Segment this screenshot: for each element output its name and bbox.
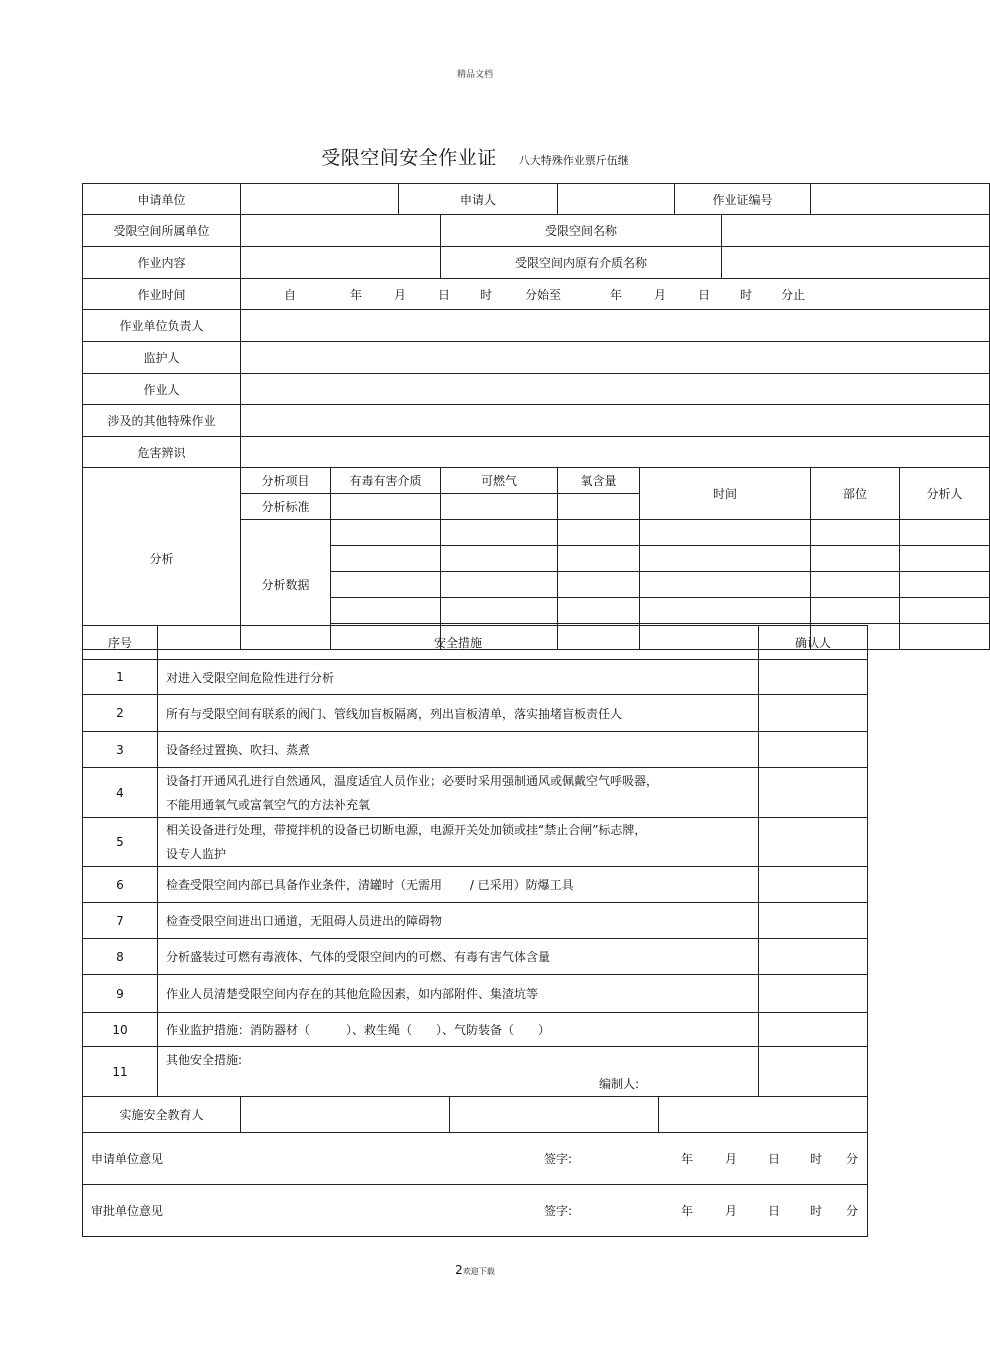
time-year-start: 年 bbox=[349, 287, 362, 302]
label-analysis-standard: 分析标准 bbox=[241, 494, 331, 520]
label-analyst: 分析人 bbox=[900, 468, 990, 520]
data-cell[interactable] bbox=[640, 546, 811, 572]
measure-no: 7 bbox=[83, 903, 158, 939]
label-analysis-location: 部位 bbox=[811, 468, 900, 520]
label-safety-educator: 实施安全教育人 bbox=[83, 1097, 241, 1133]
data-cell[interactable] bbox=[811, 572, 900, 598]
hour-label: 时 bbox=[810, 1204, 823, 1218]
day-label: 日 bbox=[768, 1152, 781, 1166]
confirm-field[interactable] bbox=[759, 660, 868, 695]
time-hour-start: 时 bbox=[479, 287, 492, 302]
applicant-field[interactable] bbox=[558, 184, 675, 215]
label-analysis-data: 分析数据 bbox=[241, 520, 331, 650]
supervisor-field[interactable] bbox=[241, 342, 990, 374]
data-cell[interactable] bbox=[331, 598, 441, 624]
label-work-content: 作业内容 bbox=[83, 247, 241, 279]
work-content-field[interactable] bbox=[241, 247, 441, 279]
hazard-identification-field[interactable] bbox=[241, 437, 990, 468]
standard-flammable-field[interactable] bbox=[441, 494, 558, 520]
data-cell[interactable] bbox=[900, 572, 990, 598]
applicant-unit-field[interactable] bbox=[241, 184, 399, 215]
measure-no: 2 bbox=[83, 695, 158, 732]
data-cell[interactable] bbox=[441, 546, 558, 572]
table-row bbox=[83, 768, 868, 818]
header-no: 序号 bbox=[83, 626, 158, 660]
other-measures-label: 其他安全措施: bbox=[166, 1053, 243, 1067]
other-special-work-field[interactable] bbox=[241, 405, 990, 437]
table-row bbox=[83, 939, 868, 975]
data-cell[interactable] bbox=[811, 598, 900, 624]
measure-text: 设备经过置换、吹扫、蒸煮 bbox=[158, 732, 759, 768]
opinion-table bbox=[82, 1132, 868, 1237]
label-analysis: 分析 bbox=[83, 468, 241, 650]
measure-line: 不能用通氧气或富氧空气的方法补充氧 bbox=[166, 797, 371, 812]
label-hazard-identification: 危害辨识 bbox=[83, 437, 241, 468]
label-original-medium: 受限空间内原有介质名称 bbox=[441, 247, 722, 279]
data-cell[interactable] bbox=[640, 520, 811, 546]
data-cell[interactable] bbox=[558, 598, 640, 624]
confirm-field[interactable] bbox=[759, 732, 868, 768]
measure-no: 4 bbox=[83, 768, 158, 818]
data-cell[interactable] bbox=[331, 546, 441, 572]
measure-no: 9 bbox=[83, 975, 158, 1013]
time-hour-end: 时 bbox=[739, 287, 752, 302]
measure-no: 6 bbox=[83, 867, 158, 903]
label-work-time: 作业时间 bbox=[83, 279, 241, 310]
title-block bbox=[0, 143, 950, 170]
measure-line: 相关设备进行处理，带搅拌机的设备已切断电源，电源开关处加锁或挂“禁止合闸”标志牌， bbox=[166, 823, 647, 837]
measure-text: 所有与受限空间有联系的阀门、管线加盲板隔离，列出盲板清单，落实抽堵盲板责任人 bbox=[158, 695, 759, 732]
confirm-field[interactable] bbox=[759, 975, 868, 1013]
safety-measures-table bbox=[82, 625, 868, 1097]
measure-text bbox=[158, 818, 759, 867]
page-subtitle: 八大特殊作业票斤伍继 bbox=[518, 154, 629, 167]
label-analysis-time: 时间 bbox=[640, 468, 811, 520]
table-row bbox=[83, 1047, 868, 1097]
unit-leader-field[interactable] bbox=[241, 310, 990, 342]
page-number: 2 bbox=[455, 1263, 463, 1277]
data-cell[interactable] bbox=[900, 598, 990, 624]
worker-field[interactable] bbox=[241, 374, 990, 405]
safety-educator-field[interactable] bbox=[450, 1097, 659, 1133]
data-cell[interactable] bbox=[640, 598, 811, 624]
label-applicant-opinion: 申请单位意见 bbox=[91, 1152, 164, 1166]
measure-no: 1 bbox=[83, 660, 158, 695]
time-minute-end: 分止 bbox=[780, 287, 805, 302]
work-time-field[interactable] bbox=[241, 279, 990, 310]
page-title: 受限空间安全作业证 bbox=[321, 147, 497, 169]
confirm-field[interactable] bbox=[759, 1013, 868, 1047]
data-cell[interactable] bbox=[441, 598, 558, 624]
label-space-owner-unit: 受限空间所属单位 bbox=[83, 215, 241, 247]
time-day-end: 日 bbox=[697, 287, 710, 302]
time-from: 自 bbox=[283, 287, 296, 302]
data-cell[interactable] bbox=[558, 546, 640, 572]
page-footer bbox=[0, 1259, 950, 1278]
measure-no: 5 bbox=[83, 818, 158, 867]
measure-text: 作业人员清楚受限空间内存在的其他危险因素，如内部附件、集渣坑等 bbox=[158, 975, 759, 1013]
space-owner-unit-field[interactable] bbox=[241, 215, 441, 247]
table-row bbox=[83, 732, 868, 768]
confirm-field[interactable] bbox=[759, 818, 868, 867]
time-year-end: 年 bbox=[609, 287, 622, 302]
label-flammable-gas: 可燃气 bbox=[441, 468, 558, 494]
table-row bbox=[83, 867, 868, 903]
measure-text[interactable] bbox=[158, 1047, 759, 1097]
time-minute-start: 分始至 bbox=[524, 287, 561, 302]
year-label: 年 bbox=[681, 1152, 694, 1166]
measure-line: 设备打开通风孔进行自然通风，温度适宜人员作业；必要时采用强制通风或佩戴空气呼吸器， bbox=[166, 773, 659, 788]
data-cell[interactable] bbox=[900, 520, 990, 546]
editor-label: 编制人: bbox=[599, 1077, 640, 1091]
minute-label: 分 bbox=[846, 1152, 859, 1166]
original-medium-field[interactable] bbox=[722, 247, 990, 279]
label-unit-leader: 作业单位负责人 bbox=[83, 310, 241, 342]
confirm-field[interactable] bbox=[759, 1047, 868, 1097]
minute-label: 分 bbox=[846, 1204, 859, 1218]
month-label: 月 bbox=[725, 1152, 738, 1166]
footer-text: 欢迎下载 bbox=[462, 1267, 495, 1276]
label-applicant-unit: 申请单位 bbox=[83, 184, 241, 215]
sign-label: 签字: bbox=[544, 1204, 573, 1218]
permit-no-field[interactable] bbox=[811, 184, 990, 215]
measure-line: 设专人监护 bbox=[166, 847, 227, 861]
data-cell[interactable] bbox=[441, 572, 558, 598]
measure-text: 对进入受限空间危险性进行分析 bbox=[158, 660, 759, 695]
confirm-field[interactable] bbox=[759, 695, 868, 732]
header-confirm: 确认人 bbox=[759, 626, 868, 660]
label-analysis-item: 分析项目 bbox=[241, 468, 331, 494]
label-toxic-medium: 有毒有害介质 bbox=[331, 468, 441, 494]
measure-text: 作业监护措施：消防器材（ ）、救生绳（ ）、气防装备（ ） bbox=[158, 1013, 759, 1047]
data-cell[interactable] bbox=[811, 520, 900, 546]
year-label: 年 bbox=[681, 1204, 694, 1218]
confirm-field[interactable] bbox=[759, 939, 868, 975]
month-label: 月 bbox=[725, 1204, 738, 1218]
space-name-field[interactable] bbox=[722, 215, 990, 247]
table-row bbox=[83, 1013, 868, 1047]
label-approver-opinion: 审批单位意见 bbox=[91, 1204, 164, 1218]
label-space-name: 受限空间名称 bbox=[441, 215, 722, 247]
time-day-start: 日 bbox=[437, 287, 450, 302]
measure-no: 8 bbox=[83, 939, 158, 975]
standard-oxygen-field[interactable] bbox=[558, 494, 640, 520]
safety-educator-field[interactable] bbox=[241, 1097, 450, 1133]
time-month-start: 月 bbox=[393, 287, 406, 302]
table-row bbox=[83, 975, 868, 1013]
label-worker: 作业人 bbox=[83, 374, 241, 405]
sign-label: 签字: bbox=[544, 1152, 573, 1166]
header-measure: 安全措施 bbox=[158, 626, 759, 660]
data-cell[interactable] bbox=[331, 572, 441, 598]
confirm-field[interactable] bbox=[759, 903, 868, 939]
label-permit-no: 作业证编号 bbox=[675, 184, 811, 215]
permit-info-table bbox=[82, 183, 990, 650]
table-row bbox=[83, 903, 868, 939]
confirm-field[interactable] bbox=[759, 867, 868, 903]
measure-text: 分析盛装过可燃有毒液体、气体的受限空间内的可燃、有毒有害气体含量 bbox=[158, 939, 759, 975]
data-cell[interactable] bbox=[558, 572, 640, 598]
table-row bbox=[83, 660, 868, 695]
label-supervisor: 监护人 bbox=[83, 342, 241, 374]
data-cell[interactable] bbox=[640, 572, 811, 598]
label-oxygen-content: 氧含量 bbox=[558, 468, 640, 494]
confirm-field[interactable] bbox=[759, 768, 868, 818]
data-cell[interactable] bbox=[900, 624, 990, 650]
label-applicant: 申请人 bbox=[399, 184, 558, 215]
applicant-opinion-row[interactable] bbox=[83, 1133, 868, 1185]
table-row bbox=[83, 695, 868, 732]
hour-label: 时 bbox=[810, 1152, 823, 1166]
measure-no: 3 bbox=[83, 732, 158, 768]
measure-text bbox=[158, 768, 759, 818]
data-cell[interactable] bbox=[558, 520, 640, 546]
label-other-special-work: 涉及的其他特殊作业 bbox=[83, 405, 241, 437]
safety-education-table bbox=[82, 1096, 868, 1133]
data-cell[interactable] bbox=[900, 546, 990, 572]
standard-toxic-field[interactable] bbox=[331, 494, 441, 520]
safety-educator-field[interactable] bbox=[659, 1097, 868, 1133]
measure-text: 检查受限空间内部已具备作业条件，清罐时（无需用 / 已采用）防爆工具 bbox=[158, 867, 759, 903]
data-cell[interactable] bbox=[331, 520, 441, 546]
data-cell[interactable] bbox=[811, 546, 900, 572]
header-note: 精品文档 bbox=[456, 70, 493, 80]
measure-no: 10 bbox=[83, 1013, 158, 1047]
table-row bbox=[83, 818, 868, 867]
measure-no: 11 bbox=[83, 1047, 158, 1097]
day-label: 日 bbox=[768, 1204, 781, 1218]
data-cell[interactable] bbox=[441, 520, 558, 546]
measure-text: 检查受限空间进出口通道，无阻碍人员进出的障碍物 bbox=[158, 903, 759, 939]
time-month-end: 月 bbox=[653, 287, 666, 302]
approver-opinion-row[interactable] bbox=[83, 1185, 868, 1237]
